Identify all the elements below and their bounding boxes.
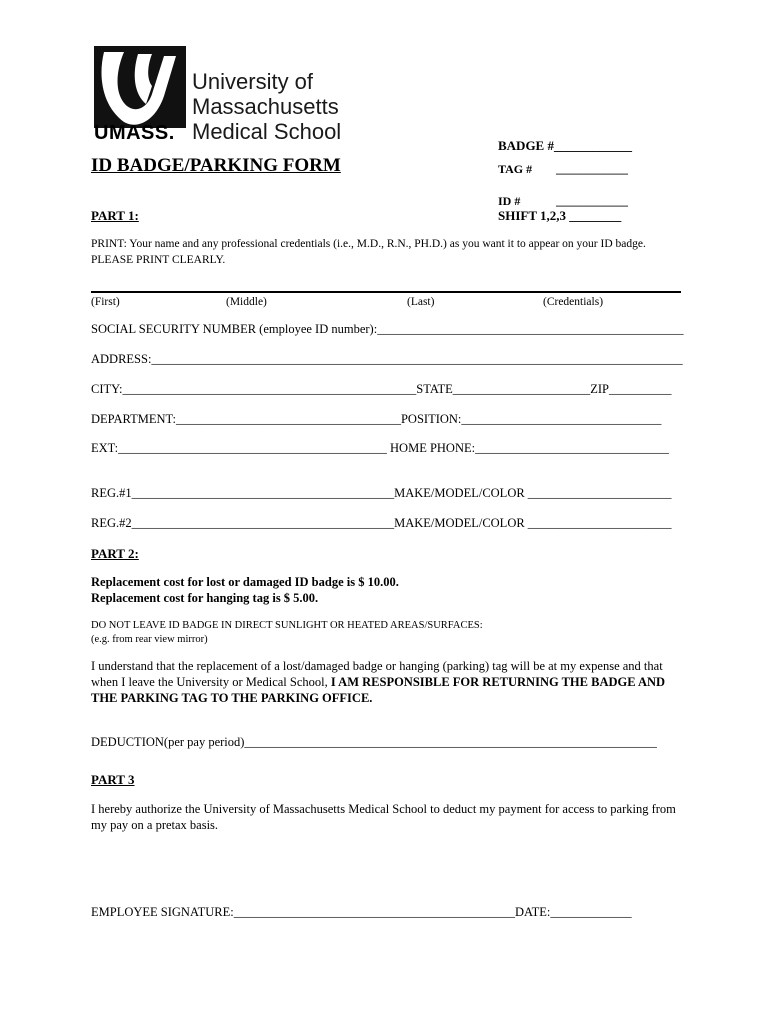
logo-line-2: Massachusetts <box>192 94 339 119</box>
print-instruction: PRINT: Your name and any professional credentials (i.e., M.D., R.N., PH.D.) as you want it to appear on your ID badge. <box>91 238 646 250</box>
umass-logo-mark-icon <box>94 46 186 128</box>
tag-cost-text: Replacement cost for hanging tag is $ 5.00. <box>91 591 319 605</box>
reg1-field[interactable]: REG.#1__________________________________________MAKE/MODEL/COLOR _______________________ <box>91 486 672 500</box>
badge-number-field[interactable]: BADGE #____________ <box>498 138 632 153</box>
tag-number-blank[interactable]: ____________ <box>556 162 628 176</box>
ssn-field[interactable]: SOCIAL SECURITY NUMBER (employee ID number):_________________________________________________ <box>91 322 684 336</box>
id-number-label: ID # <box>498 194 521 208</box>
print-clearly: PLEASE PRINT CLEARLY. <box>91 254 226 266</box>
sunlight-warning-example: (e.g. from rear view mirror) <box>91 634 208 645</box>
responsibility-paragraph <box>91 658 691 706</box>
name-label-first: (First) <box>91 296 120 308</box>
badge-cost-text: Replacement cost for lost or damaged ID badge is $ 10.00. <box>91 575 399 589</box>
form-title: ID BADGE/PARKING FORM <box>91 155 341 176</box>
part2-heading: PART 2: <box>91 546 139 561</box>
reg2-field[interactable]: REG.#2__________________________________________MAKE/MODEL/COLOR _______________________ <box>91 516 672 530</box>
employee-signature-field[interactable]: EMPLOYEE SIGNATURE:_____________________________________________DATE:_____________ <box>91 905 632 919</box>
part1-heading: PART 1: <box>91 208 139 223</box>
address-field[interactable]: ADDRESS:_____________________________________________________________________________________ <box>91 352 683 366</box>
name-label-middle: (Middle) <box>226 296 267 308</box>
deduction-field[interactable]: DEDUCTION(per pay period)__________________________________________________________________ <box>91 735 657 749</box>
name-label-credentials: (Credentials) <box>543 296 604 308</box>
sunlight-warning: DO NOT LEAVE ID BADGE IN DIRECT SUNLIGHT OR HEATED AREAS/SURFACES: <box>91 620 483 631</box>
logo-line-3: Medical School <box>192 119 342 144</box>
department-position-field[interactable]: DEPARTMENT:____________________________________POSITION:________________________________ <box>91 412 662 426</box>
responsibility-bold-text: I AM RESPONSIBLE FOR RETURNING THE BADGE AND THE PARKING TAG TO THE PARKING OFFICE. <box>91 675 666 705</box>
shift-field[interactable]: SHIFT 1,2,3 ________ <box>498 208 622 223</box>
city-state-zip-field[interactable]: CITY:_______________________________________________STATE______________________ZIP__________ <box>91 382 672 396</box>
id-number-blank[interactable]: ____________ <box>556 194 628 208</box>
ext-home-phone-field[interactable]: EXT:___________________________________________ HOME PHONE:_______________________________ <box>91 441 669 455</box>
part3-heading: PART 3 <box>91 772 135 787</box>
authorization-paragraph: I hereby authorize the University of Massachusetts Medical School to deduct my payment for access to parking from my pay on a pretax basis. <box>91 802 676 832</box>
umass-logo <box>94 46 364 146</box>
name-label-last: (Last) <box>407 296 435 308</box>
logo-umass-wordmark: UMASS. <box>94 122 175 144</box>
responsibility-text: I understand that the replacement of a lost/damaged badge or hanging (parking) tag will be at my expense and that when I leave the University or Medical School, <box>91 659 663 689</box>
tag-number-label: TAG # <box>498 162 533 176</box>
logo-line-1: University of <box>192 69 314 94</box>
name-entry-line[interactable] <box>91 291 681 293</box>
